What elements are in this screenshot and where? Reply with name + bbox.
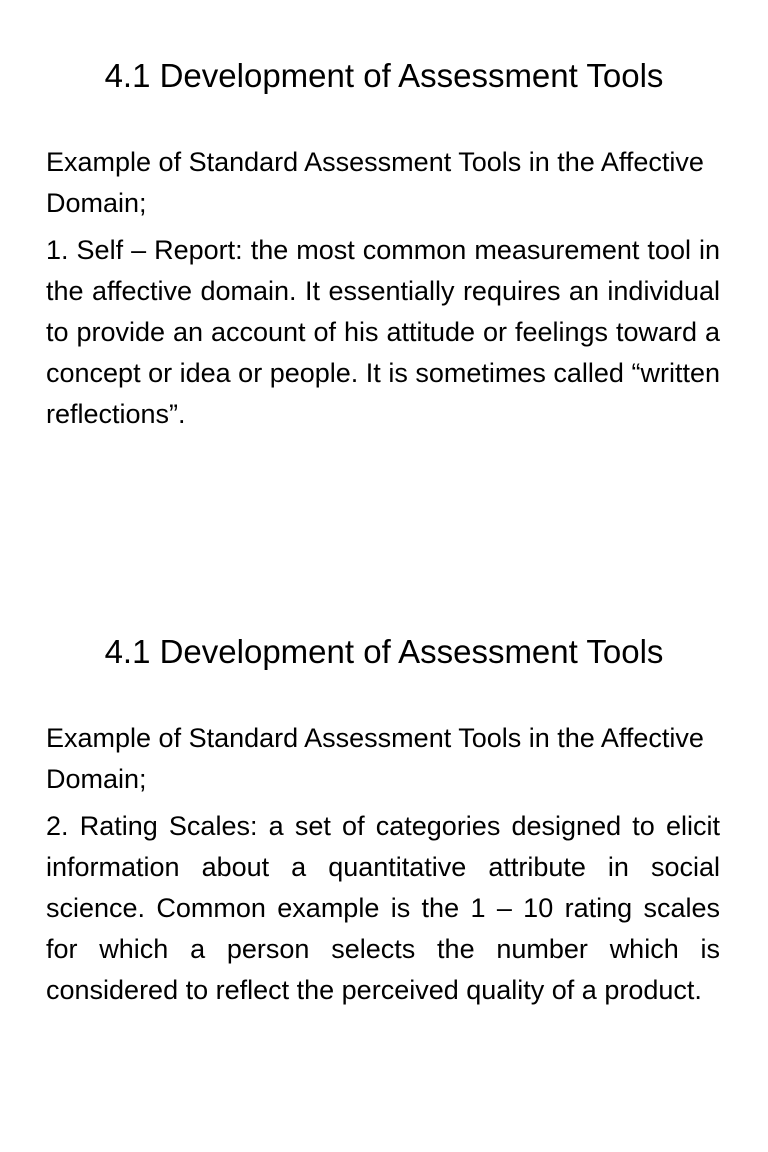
slide-point-rating-scales: 2. Rating Scales: a set of categories designed to elicit information about a quantitative attribute in social science. Common example is the 1 – 10 rating scales for which a person selects the number which is considered to reflect the perceived quality of a product. [46,811,720,1005]
slide-title: 4.1 Development of Assessment Tools [104,57,664,94]
slide-subtitle: Example of Standard Assessment Tools in the Affective Domain; [46,723,704,794]
slide-title: 4.1 Development of Assessment Tools [104,633,664,670]
slide-body [46,142,720,435]
slide-2 [0,576,768,1152]
slide-body [46,718,720,1011]
slide-subtitle: Example of Standard Assessment Tools in the Affective Domain; [46,147,704,218]
slide-point-self-report: 1. Self – Report: the most common measurement tool in the affective domain. It essentially requires an individual to provide an account of his attitude or feelings toward a concept or idea or people. It is sometimes called “written reflections”. [46,235,720,429]
